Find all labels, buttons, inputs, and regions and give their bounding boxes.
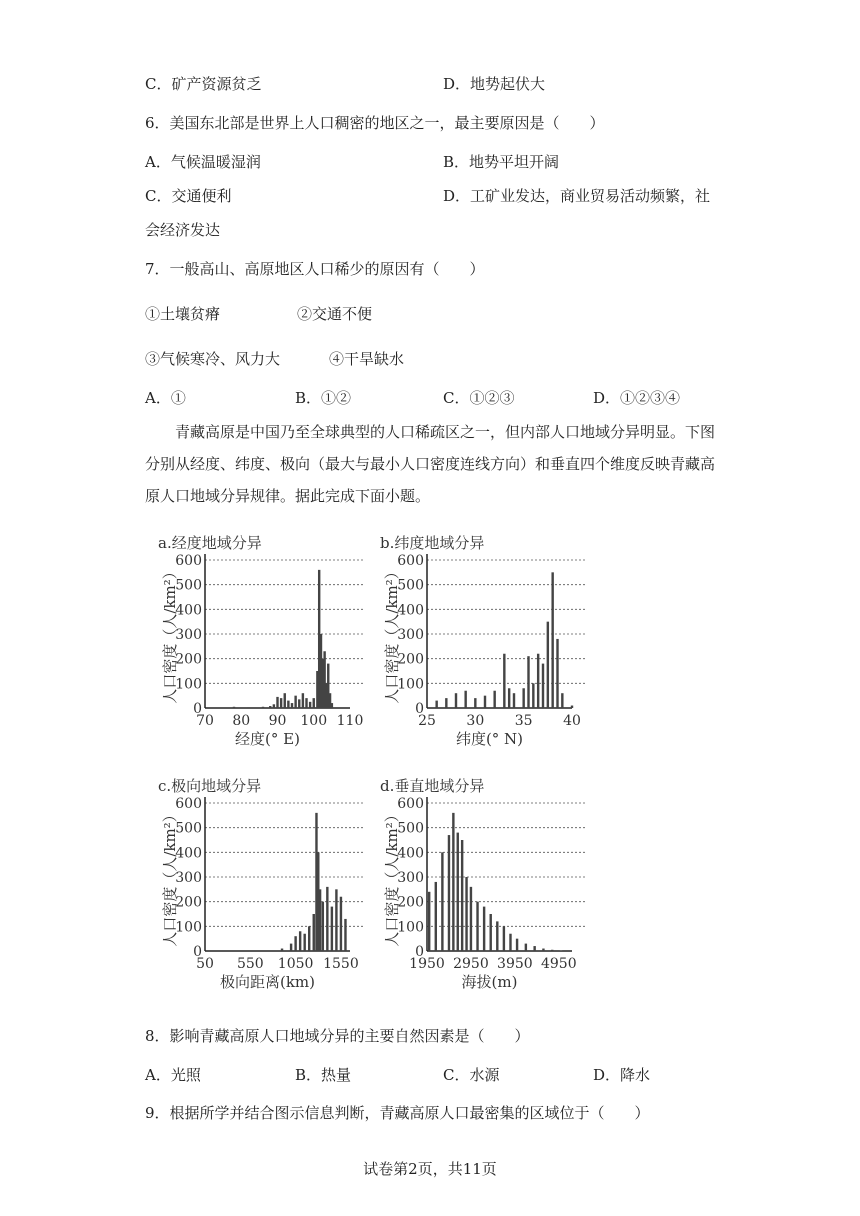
passage-text: 青藏高原是中国乃至全球典型的人口稀疏区之一，但内部人口地域分异明显。下图分别从经度、纬度、极向（最大与最小人口密度连线方向）和垂直四个维度反映青藏高原人口地域分异规律。据此完成下面小题。 (145, 423, 716, 505)
y-tick-label: 0 (193, 944, 202, 960)
q8-option-d: D．降水 (593, 1066, 651, 1084)
y-tick-label: 600 (175, 553, 202, 569)
y-tick-label: 100 (175, 676, 202, 693)
x-tick-label: 80 (232, 713, 251, 729)
x-axis-label: 纬度(° N) (455, 730, 524, 748)
bar (551, 950, 553, 951)
bar (503, 926, 505, 951)
x-tick-label: 110 (336, 713, 364, 729)
bar (262, 707, 264, 708)
bar (445, 698, 447, 708)
y-tick-label: 200 (175, 894, 202, 911)
bar (493, 691, 495, 708)
bar (537, 654, 539, 708)
y-tick-label: 300 (397, 870, 424, 886)
q7-option-a: A．① (145, 389, 186, 407)
y-tick-label: 500 (397, 577, 424, 594)
x-tick-label: 90 (268, 713, 287, 729)
y-tick-label: 400 (175, 602, 202, 619)
bar (474, 698, 476, 708)
y-tick-label: 0 (415, 944, 424, 960)
y-axis-label: 人口密度（人/km²） (161, 807, 179, 947)
q5-option-d: D．地势起伏大 (443, 75, 546, 93)
q6-option-b: B．地势平坦开阔 (443, 153, 560, 171)
y-tick-label: 100 (397, 919, 424, 936)
bar (322, 902, 324, 951)
x-tick-label: 70 (196, 713, 214, 729)
q8-option-b: B．热量 (295, 1066, 352, 1084)
q7-option-d: D．①②③④ (593, 389, 681, 407)
bar (313, 914, 315, 951)
bar (294, 936, 296, 951)
y-tick-label: 500 (397, 820, 424, 837)
bar (308, 926, 310, 951)
bar (571, 706, 573, 708)
chart-title: d.垂直地域分异 (380, 777, 485, 795)
bar (490, 914, 492, 951)
bar (302, 693, 304, 708)
bar (542, 664, 544, 708)
chart-polar (150, 773, 365, 1003)
y-tick-label: 500 (175, 577, 202, 594)
y-tick-label: 100 (397, 676, 424, 693)
bar (294, 696, 296, 708)
bar (273, 704, 275, 708)
bar (287, 701, 289, 708)
y-tick-label: 400 (397, 845, 424, 862)
bar (291, 703, 293, 708)
bar (313, 698, 315, 708)
y-tick-label: 0 (415, 701, 424, 717)
y-axis-label: 人口密度（人/km²） (161, 564, 179, 704)
bar (284, 693, 286, 708)
bar (556, 639, 558, 708)
x-tick-label: 100 (300, 713, 328, 729)
bar (503, 654, 505, 708)
bar (561, 693, 563, 708)
passage (145, 416, 715, 512)
x-tick-label: 40 (563, 713, 581, 729)
q8-option-c: C．水源 (443, 1066, 500, 1084)
chart-title: a.经度地域分异 (158, 534, 262, 552)
q7-option-c: C．①②③ (443, 389, 515, 407)
x-tick-label: 1950 (409, 956, 445, 972)
bar (448, 835, 450, 951)
bar (280, 698, 282, 708)
y-tick-label: 400 (175, 845, 202, 862)
bar (527, 656, 529, 708)
y-tick-label: 100 (175, 919, 202, 936)
bar (299, 931, 301, 951)
bar (508, 688, 510, 708)
y-tick-label: 0 (193, 701, 202, 717)
q7-option-b: B．①② (295, 389, 352, 407)
chart-title: c.极向地域分异 (158, 777, 262, 795)
q8-option-a: A．光照 (145, 1066, 201, 1084)
bar (525, 944, 527, 951)
bar (465, 877, 467, 951)
bar (551, 572, 553, 708)
q7-statement-1: ①土壤贫瘠 (145, 305, 221, 323)
q9-stem: 9．根据所学并结合图示信息判断，青藏高原人口最密集的区域位于（ ） (145, 1104, 650, 1122)
y-tick-label: 200 (175, 651, 202, 668)
q7-statement-3: ③气候寒冷、风力大 (145, 350, 281, 368)
bar (542, 949, 544, 951)
x-tick-label: 3950 (497, 956, 533, 972)
x-tick-label: 50 (196, 956, 214, 972)
chart-latitude (372, 530, 587, 755)
bar (457, 833, 459, 951)
bar (269, 706, 271, 708)
y-axis-label: 人口密度（人/km²） (383, 564, 401, 704)
bar (435, 701, 437, 708)
bar (470, 887, 472, 951)
bar (309, 702, 311, 708)
bar (290, 944, 292, 951)
bar (496, 921, 498, 951)
x-tick-label: 25 (418, 713, 436, 729)
bar (441, 852, 443, 951)
bar (344, 919, 346, 951)
bar (513, 693, 515, 708)
bar (533, 946, 535, 951)
y-tick-label: 400 (397, 602, 424, 619)
x-tick-label: 4950 (540, 956, 577, 972)
bar (276, 697, 278, 708)
q6-option-d: D．工矿业发达，商业贸易活动频繁，社 (443, 187, 711, 205)
y-tick-label: 200 (397, 651, 424, 668)
bar (281, 949, 283, 951)
q7-statement-4: ④干旱缺水 (329, 350, 405, 368)
y-axis-label: 人口密度（人/km²） (383, 807, 401, 947)
bar (532, 683, 534, 708)
bar (435, 882, 437, 951)
bar (476, 902, 478, 951)
chart-vertical (372, 773, 587, 1003)
x-tick-label: 30 (466, 713, 485, 729)
x-tick-label: 550 (236, 956, 264, 972)
bar (455, 693, 457, 708)
y-tick-label: 600 (397, 553, 424, 569)
bar (305, 698, 307, 708)
q7-stem: 7．一般高山、高原地区人口稀少的原因有（ ） (145, 260, 485, 278)
bar (522, 688, 524, 708)
bar (298, 699, 300, 708)
bar (319, 889, 321, 951)
bar (233, 707, 235, 708)
bar (247, 707, 249, 708)
y-tick-label: 300 (175, 627, 202, 643)
bar (547, 622, 549, 708)
x-axis-label: 海拔(m) (461, 973, 518, 991)
bar (452, 813, 454, 951)
q8-stem: 8．影响青藏高原人口地域分异的主要自然因素是（ ） (145, 1027, 530, 1045)
bar (340, 897, 342, 951)
x-axis-label: 极向距离(km) (219, 973, 316, 991)
x-tick-label: 2950 (453, 956, 489, 972)
bar (331, 703, 333, 708)
y-tick-label: 300 (175, 870, 202, 886)
bar (326, 887, 328, 951)
y-tick-label: 300 (397, 627, 424, 643)
bar (516, 939, 518, 951)
q5-option-c: C．矿产资源贫乏 (145, 75, 262, 93)
bar (484, 696, 486, 708)
bar (428, 892, 430, 951)
q6-option-d-continued: 会经济发达 (145, 221, 221, 239)
x-tick-label: 35 (514, 713, 533, 729)
bar (509, 934, 511, 951)
chart-title: b.纬度地域分异 (380, 534, 485, 552)
q7-statement-2: ②交通不便 (297, 305, 373, 323)
x-tick-label: 1550 (323, 956, 359, 972)
bar (464, 691, 466, 708)
y-tick-label: 500 (175, 820, 202, 837)
bar (335, 889, 337, 951)
page-footer: 试卷第2页，共11页 (363, 1160, 497, 1178)
q6-option-c: C．交通便利 (145, 187, 232, 205)
y-tick-label: 600 (175, 796, 202, 812)
chart-longitude (150, 530, 365, 755)
bar (461, 840, 463, 951)
x-axis-label: 经度(° E) (235, 730, 300, 748)
q6-stem: 6．美国东北部是世界上人口稠密的地区之一，最主要原因是（ ） (145, 114, 605, 132)
bar (483, 907, 485, 951)
q6-option-a: A．气候温暖湿润 (145, 153, 261, 171)
x-tick-label: 1050 (277, 956, 314, 972)
y-tick-label: 200 (397, 894, 424, 911)
bar (303, 934, 305, 951)
y-tick-label: 600 (397, 796, 424, 812)
bar (331, 907, 333, 951)
